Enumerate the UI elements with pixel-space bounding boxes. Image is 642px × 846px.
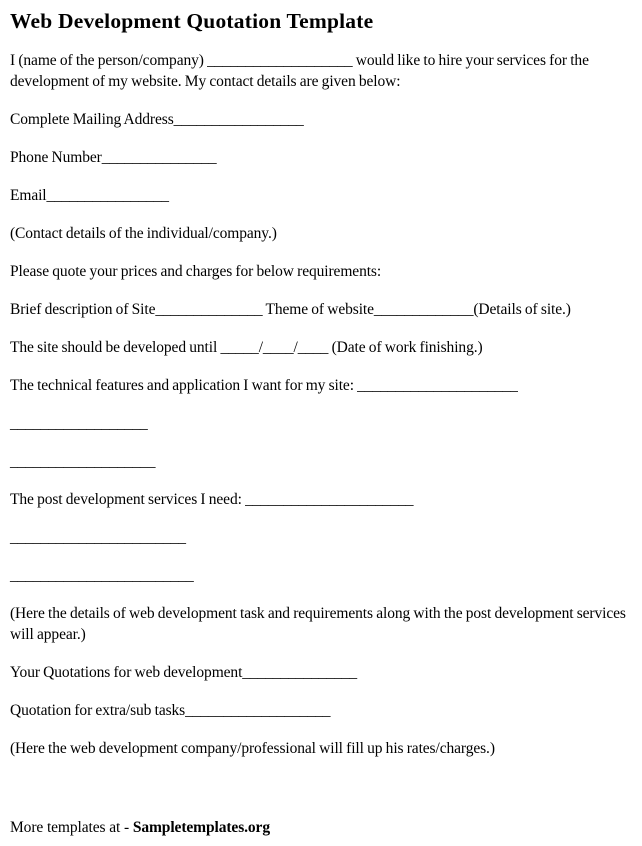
contact-details-note: (Contact details of the individual/company.) [10, 225, 277, 242]
blank-line-2: ___________________ [10, 453, 156, 470]
web-development-quotation-line: Your Quotations for web development_______________ [10, 664, 358, 681]
rates-charges-note: (Here the web development company/professional will fill up his rates/charges.) [10, 740, 495, 757]
technical-features-line: The technical features and application I want for my site: _____________________ [10, 377, 518, 394]
blank-line-1: __________________ [10, 415, 148, 432]
intro-paragraph: I (name of the person/company) ___________________ would like to hire your services for the development of my website. My contact details are given below: [10, 52, 589, 90]
footer-brand: Sampletemplates.org [132, 819, 270, 836]
development-deadline-line: The site should be developed until _____/____/____ (Date of work finishing.) [10, 339, 483, 356]
document-title: Web Development Quotation Template [10, 9, 374, 33]
phone-number-line: Phone Number_______________ [10, 149, 217, 166]
mailing-address-line: Complete Mailing Address_________________ [10, 111, 304, 128]
task-details-note: (Here the details of web development task and requirements along with the post development services will appear.) [10, 605, 626, 643]
email-line: Email________________ [10, 187, 169, 204]
quote-request-line: Please quote your prices and charges for below requirements: [10, 263, 382, 280]
footer-text: More templates at - [10, 819, 133, 836]
blank-line-3: _______________________ [10, 529, 186, 546]
site-description-line: Brief description of Site______________ Theme of website_____________(Details of site.) [10, 301, 571, 318]
blank-line-4: ________________________ [10, 567, 194, 584]
footer [10, 817, 630, 838]
post-development-services-line: The post development services I need: ______________________ [10, 491, 414, 508]
extra-sub-tasks-line: Quotation for extra/sub tasks___________________ [10, 702, 331, 719]
